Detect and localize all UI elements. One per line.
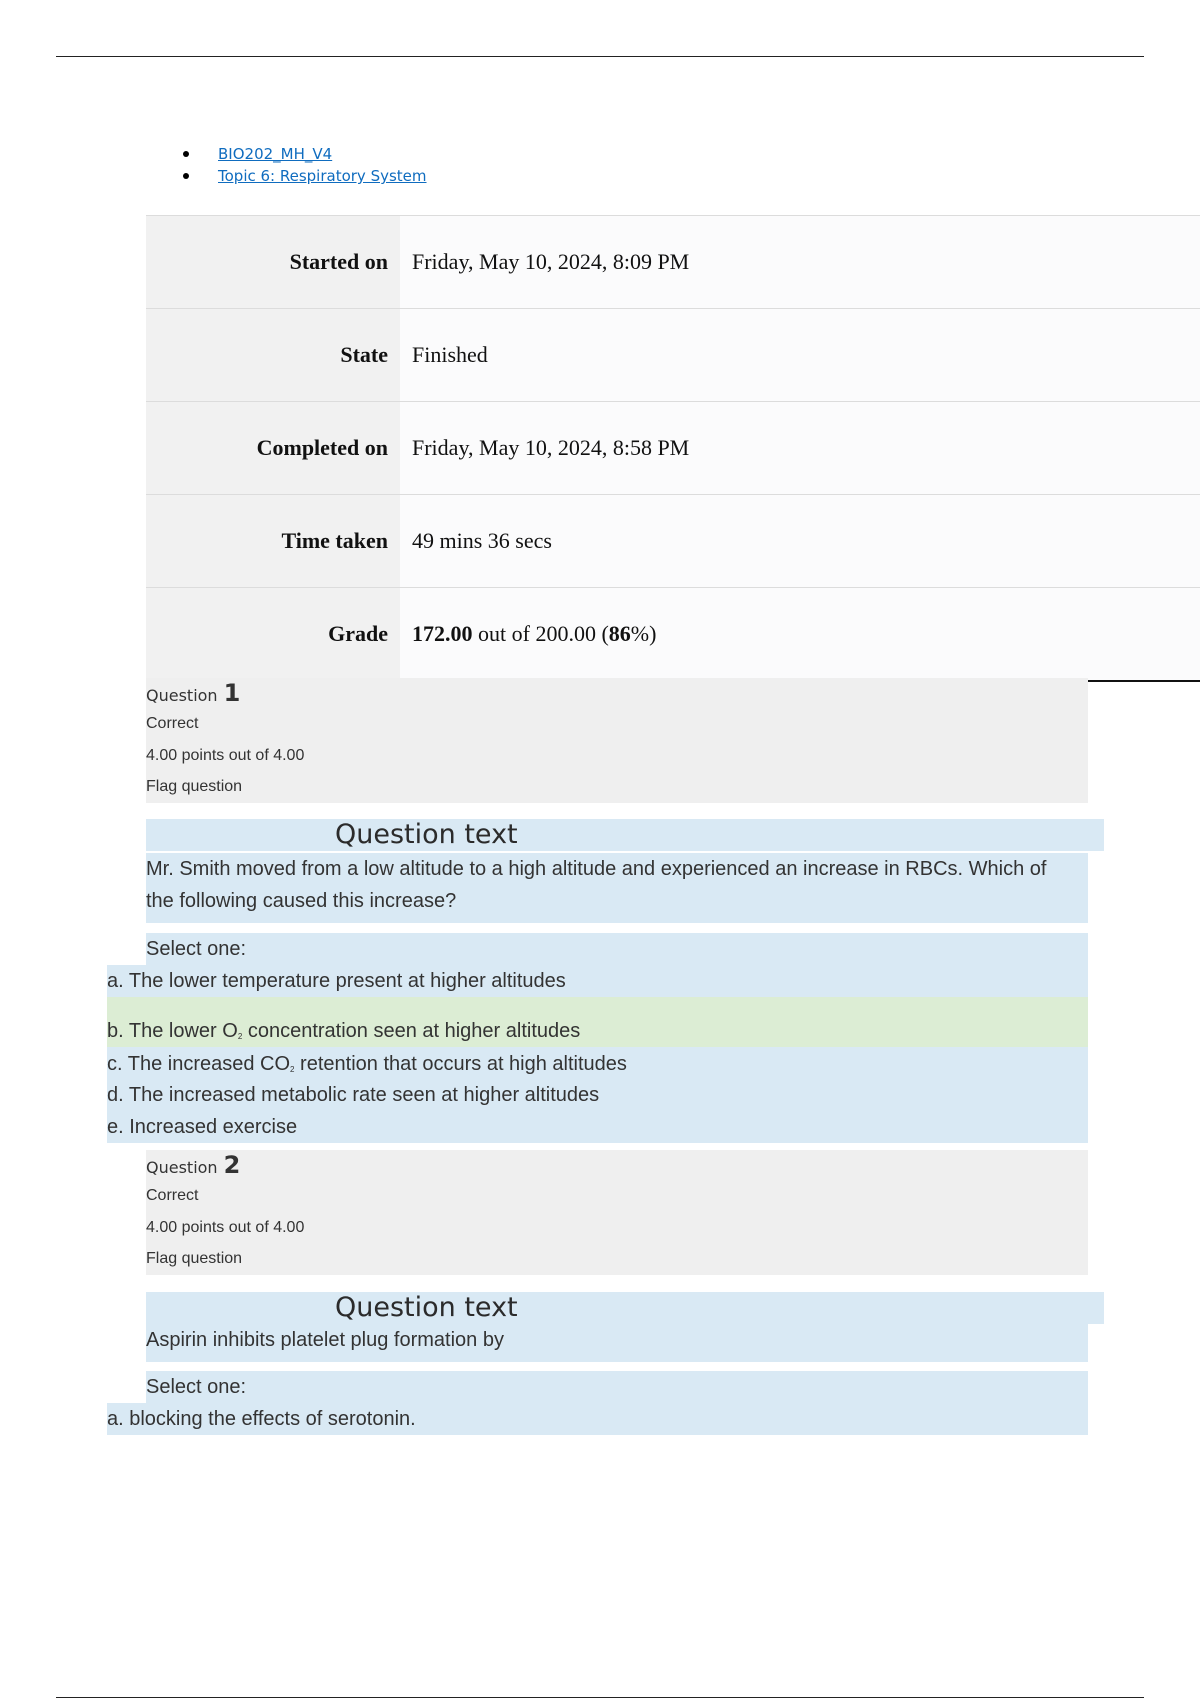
question-1-state: Correct [146,715,199,732]
question-1-number: 1 [223,679,241,707]
completed-on-label: Completed on [146,402,400,495]
breadcrumb-item-course [175,143,427,165]
question-2-option-a[interactable]: a. blocking the effects of serotonin. [107,1403,1088,1435]
question-2-label: Question [146,1158,218,1177]
page-top-rule [56,56,1144,57]
time-taken-value: 49 mins 36 secs [400,495,1200,588]
question-1-label: Question [146,686,218,705]
quiz-summary-table [146,215,1200,682]
option-b-subscript: 2 [237,1032,243,1041]
question-1-number-line [146,678,1088,708]
question-1-option-e[interactable]: e. Increased exercise [107,1111,1088,1143]
option-c-subscript: 2 [290,1065,295,1074]
summary-row-state [146,309,1200,402]
question-2-info [146,1150,1088,1275]
question-2-number: 2 [223,1151,241,1179]
question-1-prompt: Select one: [146,933,1088,965]
question-1-points: 4.00 points out of 4.00 [146,747,305,764]
question-2-flag-button[interactable]: Flag question [146,1250,243,1267]
time-taken-label: Time taken [146,495,400,588]
question-1-option-a[interactable]: a. The lower temperature present at higher altitudes [107,965,1088,997]
started-on-value: Friday, May 10, 2024, 8:09 PM [400,216,1200,309]
breadcrumb [175,143,427,187]
question-2-prompt: Select one: [146,1371,1088,1403]
breadcrumb-link-topic[interactable]: Topic 6: Respiratory System [218,167,427,185]
breadcrumb-item-topic [175,165,427,187]
summary-row-started [146,216,1200,309]
question-2-number-line [146,1150,1088,1180]
grade-out-of: out of 200.00 [478,621,596,646]
question-1-option-c[interactable] [107,1047,1088,1079]
question-1-option-d[interactable]: d. The increased metabolic rate seen at higher altitudes [107,1079,1088,1111]
summary-row-time-taken [146,495,1200,588]
option-c-text-start: c. The increased CO [107,1053,291,1075]
state-label: State [146,309,400,402]
grade-percent: 86 [608,621,631,646]
summary-row-grade [146,588,1200,682]
question-1-info [146,678,1088,803]
question-2-points: 4.00 points out of 4.00 [146,1219,305,1236]
question-1-flag-button[interactable]: Flag question [146,778,243,795]
option-b-text-start: b. The lower O [107,1020,238,1042]
question-2-text: Aspirin inhibits platelet plug formation by [146,1324,1088,1362]
question-1-text: Mr. Smith moved from a low altitude to a high altitude and experienced an increase in RBCs. Which of the following caused this increase? [146,853,1088,923]
started-on-label: Started on [146,216,400,309]
option-c-text-end: retention that occurs at high altitudes [294,1053,627,1075]
state-value: Finished [400,309,1200,402]
question-1-heading: Question text [146,819,1104,851]
breadcrumb-link-course[interactable]: BIO202_MH_V4 [218,145,333,163]
page-bottom-rule [56,1697,1144,1698]
question-2-heading: Question text [146,1292,1104,1324]
grade-paren-open: ( [601,621,609,646]
grade-score: 172.00 [412,621,473,646]
grade-paren-close: %) [630,621,657,646]
grade-value [400,588,1200,682]
question-2-state: Correct [146,1187,199,1204]
grade-label: Grade [146,588,400,682]
completed-on-value: Friday, May 10, 2024, 8:58 PM [400,402,1200,495]
question-1-option-b[interactable] [107,997,1088,1047]
summary-row-completed [146,402,1200,495]
option-b-text-end: concentration seen at higher altitudes [242,1020,581,1042]
